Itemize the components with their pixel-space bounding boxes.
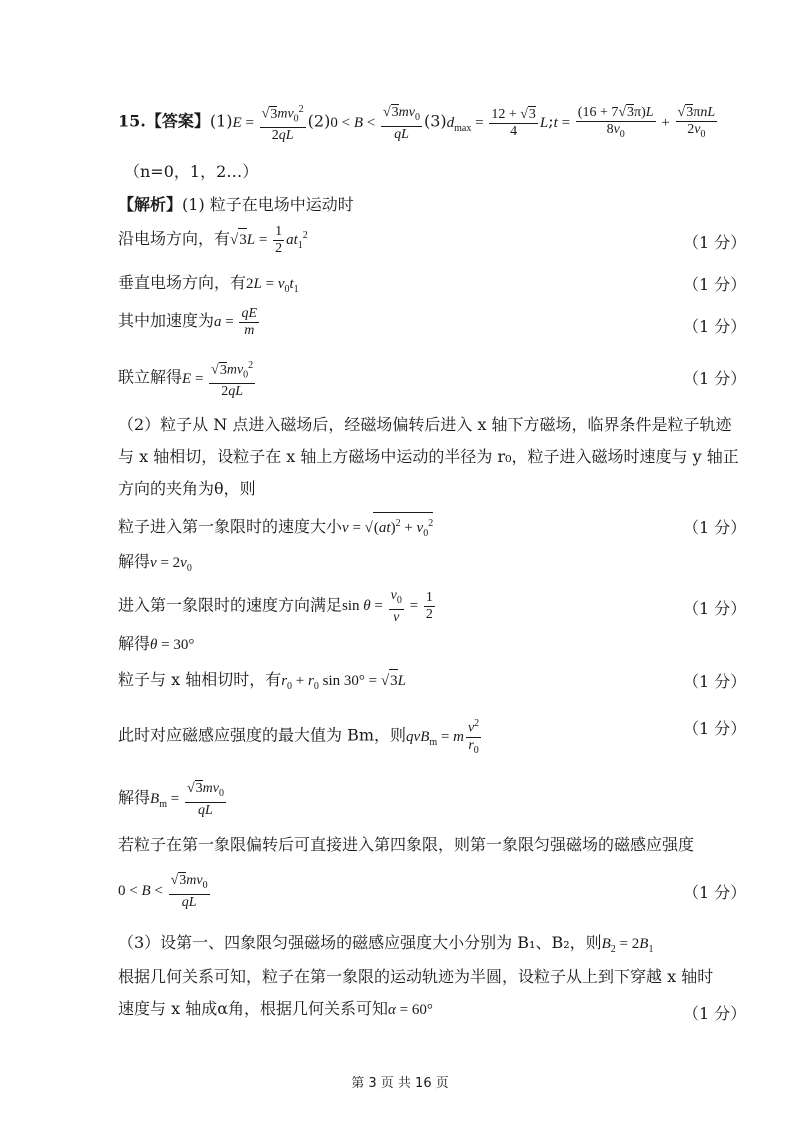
line-9: 粒子进入第一象限时的速度大小$v = √(at)^2 + v_0^2$ — [118, 512, 433, 545]
score: （1 分） — [683, 233, 747, 252]
line-17: 0 < B < $\frac{√3mv_0}{qL}$ — [118, 873, 208, 910]
answer-formula-2: 0 < B < $\frac{√3mv_0}{qL}$ — [330, 104, 420, 142]
line-3: 垂直电场方向，有$2L = v_0t_1$ — [118, 273, 299, 295]
score: （1 分） — [683, 275, 747, 294]
line-14: 此时对应磁感应强度的最大值为 Bm，则qvB$_m$ = m $\frac{v^2}{r_0}$ — [118, 718, 480, 756]
answer-formula-1: E = $\frac{√3mv_0^2}{2qL}$ — [232, 104, 304, 144]
part1-label: (1) — [209, 111, 233, 131]
score: （1 分） — [683, 599, 747, 618]
answer-label: 15.【答案】 — [118, 111, 210, 131]
line-11: 进入第一象限时的速度方向满足sin θ = $\frac{v_0}{v}$ = $\frac{1}{2}$ — [118, 588, 433, 625]
score: （1 分） — [683, 1004, 747, 1023]
answer-formula-4: t = $\frac{(16 + 7√3\pi)L}{8v_0}$ + $\frac{\text{√3πnL}}{2v_0}$ — [553, 104, 716, 140]
score: （1 分） — [683, 883, 747, 902]
analysis-label: 【解析】 — [118, 195, 183, 214]
part2-label: (2) — [307, 111, 331, 131]
score: （1 分） — [683, 518, 747, 537]
line-4: 其中加速度为a = $\frac{qE}{m}$ — [118, 306, 258, 338]
score: （1 分） — [683, 719, 747, 738]
page-footer: 第 3 页 共 16 页 — [351, 1076, 449, 1091]
answer-formula-3: $d_{max}$ = $\frac{12 + √3}{4}$ L — [446, 107, 549, 140]
analysis-line-1: 【解析】(1) 粒子在电场中运动时 — [118, 195, 354, 214]
line-2: 沿电场方向，有√3L = $\frac{1}{2}$ $at_1^2$ — [118, 224, 308, 256]
line-6: （2）粒子从 N 点进入磁场后，经磁场偏转后进入 x 轴下方磁场，临界条件是粒子轨迹 — [118, 415, 732, 434]
line-8: 方向的夹角为θ，则 — [118, 479, 256, 498]
line-19: 根据几何关系可知，粒子在第一象限的运动轨迹为半圆，设粒子从上到下穿越 x 轴时 — [118, 967, 714, 986]
line-12: 解得θ = 30° — [118, 634, 195, 653]
line-18: （3）设第一、四象限匀强磁场的磁感应强度大小分别为 B₁、B₂，则$B_2 = 2B_1$ — [118, 933, 654, 955]
line-16: 若粒子在第一象限偏转后可直接进入第四象限，则第一象限匀强磁场的磁感应强度 — [118, 835, 695, 854]
score: （1 分） — [683, 369, 747, 388]
answer-line — [118, 102, 719, 144]
semicolon: ; — [548, 111, 554, 131]
line-7: 与 x 轴相切，设粒子在 x 轴上方磁场中运动的半径为 r₀，粒子进入磁场时速度与 y 轴正 — [118, 447, 739, 466]
score: （1 分） — [683, 672, 747, 691]
line-15: 解得$B_m$ = $\frac{√3mv_0}{qL}$ — [118, 781, 224, 818]
line-13: 粒子与 x 轴相切时，有$r_0 + r_0$ sin 30° = √3L — [118, 670, 406, 692]
line-20: 速度与 x 轴成α角，根据几何关系可知α = 60° — [118, 999, 433, 1018]
part3-label: (3) — [423, 111, 447, 131]
score: （1 分） — [683, 317, 747, 336]
line-5: 联立解得E = $\frac{√3mv_0^2}{2qL}$ — [118, 360, 254, 400]
line-10: 解得$v = 2v_0$ — [118, 552, 192, 574]
n-range: （n=0，1，2…） — [124, 162, 259, 181]
